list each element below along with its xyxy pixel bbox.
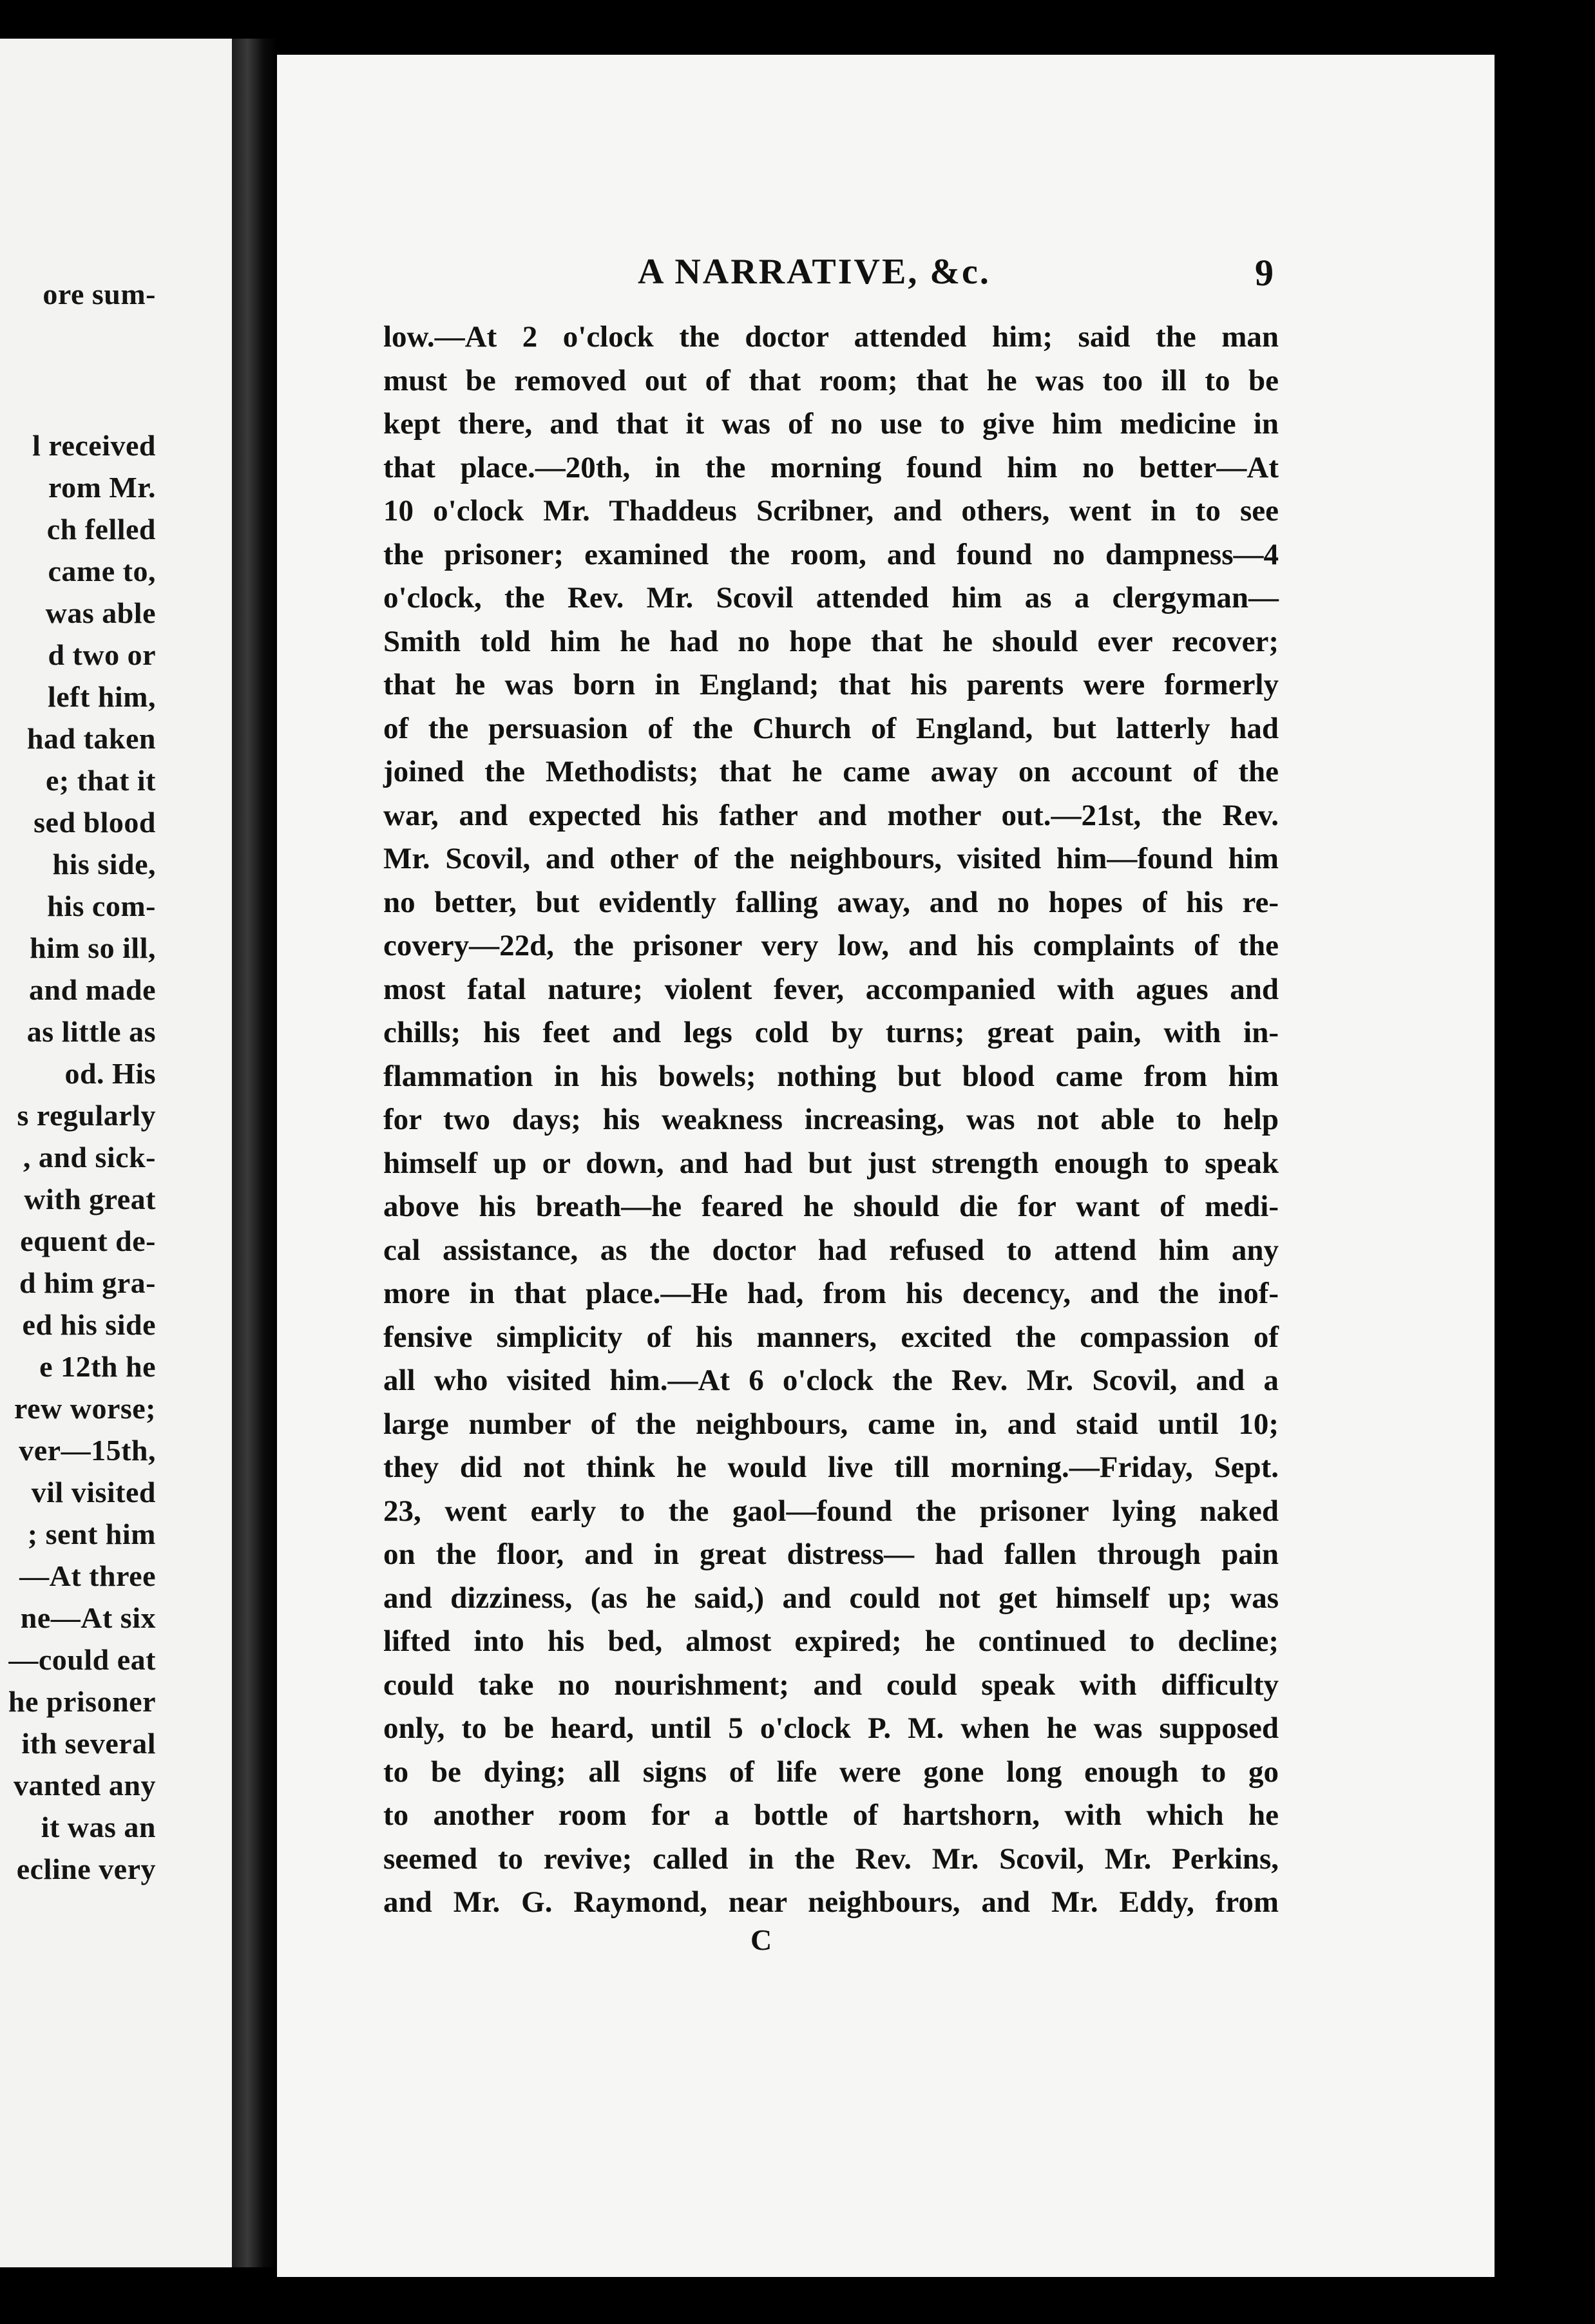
text-line: to be dying; all signs of life were gone long enough to go (383, 1755, 1279, 1789)
text-line: more in that place.—He had, from his decency, and the inof- (383, 1277, 1279, 1310)
fragment-line: ver—15th, (19, 1434, 156, 1467)
fragment-line: rew worse; (14, 1392, 156, 1425)
fragment-line: left him, (47, 680, 156, 713)
text-line: 23, went early to the gaol—found the prisoner lying naked (383, 1494, 1279, 1528)
text-line: low.—At 2 o'clock the doctor attended him; said the man (383, 320, 1279, 354)
fragment-line: his com- (47, 890, 156, 922)
text-line: kept there, and that it was of no use to give him medicine in (383, 407, 1279, 441)
fragment-line: ith several (21, 1727, 156, 1760)
previous-page-fragment (0, 39, 232, 2267)
fragment-line: ecline very (16, 1853, 156, 1885)
fragment-line: was able (45, 596, 156, 629)
fragment-line: his side, (52, 848, 156, 881)
signature-mark: C (750, 1923, 772, 1956)
fragment-line: had taken (26, 722, 156, 755)
text-line: could take no nourishment; and could speak with difficulty (383, 1668, 1279, 1702)
fragment-line: e; that it (45, 764, 156, 797)
text-line: to another room for a bottle of hartshorn, with which he (383, 1798, 1279, 1832)
fragment-line: ch felled (46, 513, 156, 546)
fragment-line: rom Mr. (48, 471, 156, 504)
text-line: cal assistance, as the doctor had refused to attend him any (383, 1233, 1279, 1267)
fragment-line: s regularly (17, 1099, 156, 1132)
fragment-line: d two or (48, 638, 156, 671)
fragment-line: —At three (19, 1559, 156, 1592)
fragment-line: equent de- (20, 1224, 156, 1257)
running-head: A NARRATIVE, &c. (638, 252, 991, 292)
text-line: joined the Methodists; that he came away on account of the (383, 755, 1279, 788)
text-line: only, to be heard, until 5 o'clock P. M. when he was supposed (383, 1711, 1279, 1745)
text-line: large number of the neighbours, came in, and staid until 10; (383, 1407, 1279, 1441)
text-line: that place.—20th, in the morning found him no better—At (383, 450, 1279, 484)
fragment-line: he prisoner (8, 1685, 156, 1718)
text-line: and dizziness, (as he said,) and could not get himself up; was (383, 1581, 1279, 1615)
text-line: that he was born in England; that his parents were formerly (383, 668, 1279, 701)
text-line: Smith told him he had no hope that he should ever recover; (383, 624, 1279, 658)
fragment-line: —could eat (8, 1643, 156, 1676)
text-line: no better, but evidently falling away, and no hopes of his re- (383, 885, 1279, 919)
text-line: for two days; his weakness increasing, was not able to help (383, 1103, 1279, 1136)
text-line: they did not think he would live till morning.—Friday, Sept. (383, 1451, 1279, 1484)
fragment-line: l received (32, 429, 156, 462)
fragment-line: sed blood (33, 806, 156, 839)
fragment-line: as little as (26, 1015, 156, 1048)
text-line: seemed to revive; called in the Rev. Mr. Scovil, Mr. Perkins, (383, 1842, 1279, 1876)
text-line: fensive simplicity of his manners, excited the compassion of (383, 1320, 1279, 1354)
text-line: o'clock, the Rev. Mr. Scovil attended him as a clergyman— (383, 581, 1279, 614)
page-body-text (383, 316, 1279, 1925)
text-line: 10 o'clock Mr. Thaddeus Scribner, and others, went in to see (383, 494, 1279, 528)
fragment-line: , and sick- (23, 1141, 156, 1174)
fragment-line: came to, (48, 555, 156, 587)
fragment-line: with great (24, 1183, 156, 1215)
fragment-line: ed his side (22, 1308, 156, 1341)
fragment-line: e 12th he (39, 1350, 156, 1383)
fragment-line: d him gra- (19, 1266, 156, 1299)
fragment-line: him so ill, (30, 931, 156, 964)
page-number: 9 (1255, 252, 1274, 294)
text-line: of the persuasion of the Church of England, but latterly had (383, 711, 1279, 745)
fragment-line: ne—At six (20, 1601, 156, 1634)
text-line: himself up or down, and had but just strength enough to speak (383, 1146, 1279, 1180)
fragment-line: and made (29, 973, 156, 1006)
text-line: most fatal nature; violent fever, accompanied with agues and (383, 972, 1279, 1006)
text-line: all who visited him.—At 6 o'clock the Rev. Mr. Scovil, and a (383, 1364, 1279, 1397)
fragment-line: it was an (41, 1811, 156, 1843)
fragment-line: vil visited (31, 1476, 156, 1509)
text-line: flammation in his bowels; nothing but blood came from him (383, 1059, 1279, 1093)
text-line: Mr. Scovil, and other of the neighbours, visited him—found him (383, 842, 1279, 875)
fragment-line: vanted any (14, 1769, 156, 1802)
text-line: must be removed out of that room; that he was too ill to be (383, 363, 1279, 397)
text-line: and Mr. G. Raymond, near neighbours, and Mr. Eddy, from (383, 1885, 1279, 1919)
text-line: war, and expected his father and mother out.—21st, the Rev. (383, 798, 1279, 832)
text-line: lifted into his bed, almost expired; he continued to decline; (383, 1624, 1279, 1658)
text-line: covery—22d, the prisoner very low, and his complaints of the (383, 929, 1279, 962)
fragment-line: ; sent him (27, 1518, 156, 1550)
text-line: the prisoner; examined the room, and found no dampness—4 (383, 537, 1279, 571)
book-page (277, 55, 1495, 2277)
text-line: chills; his feet and legs cold by turns; great pain, with in- (383, 1016, 1279, 1049)
book-gutter (232, 39, 277, 2267)
fragment-line: od. His (64, 1057, 156, 1090)
text-line: above his breath—he feared he should die for want of medi- (383, 1190, 1279, 1223)
text-line: on the floor, and in great distress— had fallen through pain (383, 1538, 1279, 1571)
fragment-line: ore sum- (43, 278, 156, 310)
